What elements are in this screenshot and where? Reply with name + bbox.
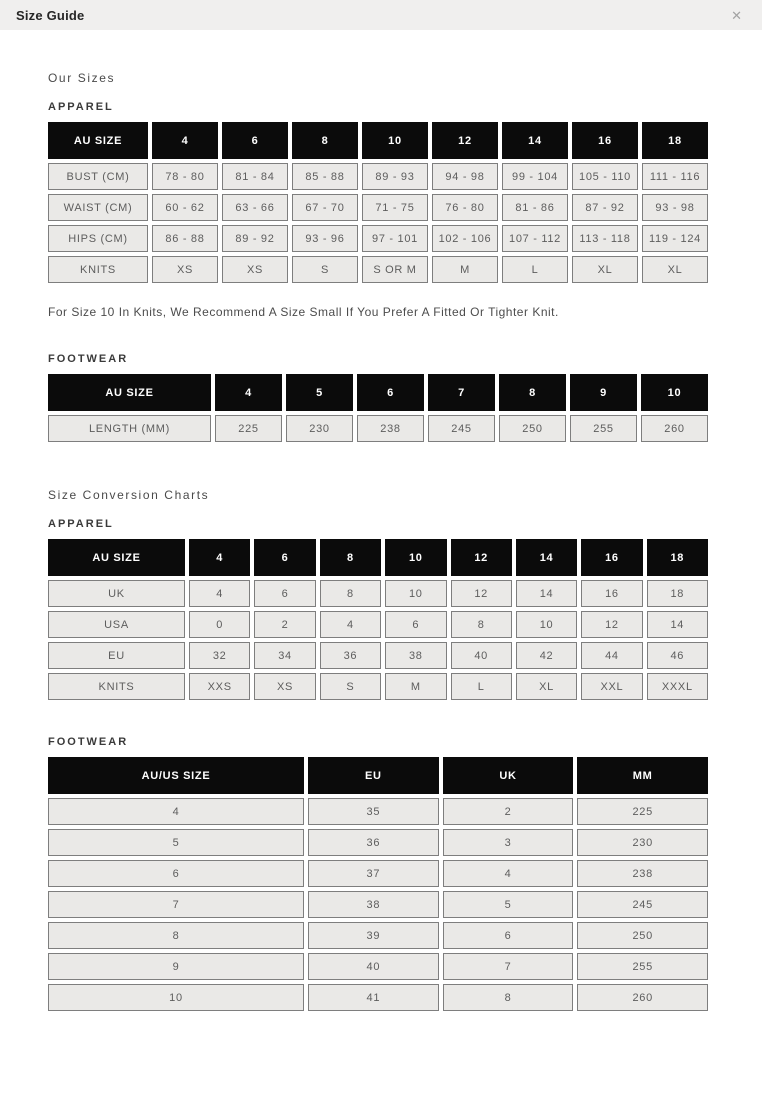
row-label-cell: 10 [48,984,304,1011]
value-cell: 34 [254,642,315,669]
table-header-cell: 6 [222,122,288,159]
value-cell: 85 - 88 [292,163,358,190]
value-cell: XS [152,256,218,283]
value-cell: S [292,256,358,283]
value-cell: 102 - 106 [432,225,498,252]
row-label-cell: UK [48,580,185,607]
value-cell: 245 [428,415,495,442]
table-header-cell: AU/US SIZE [48,757,304,794]
value-cell: 63 - 66 [222,194,288,221]
value-cell: 260 [641,415,708,442]
value-cell: 0 [189,611,250,638]
value-cell: M [385,673,446,700]
conversion-apparel-table [48,539,708,700]
table-header-cell: 8 [320,539,381,576]
our-sizes-footwear-table [48,374,708,442]
conversion-footwear-table [48,757,708,1011]
table-header-cell: 7 [428,374,495,411]
table-header-cell: 16 [572,122,638,159]
table-header-cell: 6 [254,539,315,576]
value-cell: 119 - 124 [642,225,708,252]
table-header-cell: AU SIZE [48,374,211,411]
value-cell: S OR M [362,256,428,283]
value-cell: 2 [254,611,315,638]
value-cell: 107 - 112 [502,225,568,252]
table-header-cell: 5 [286,374,353,411]
value-cell: 18 [647,580,708,607]
value-cell: 38 [308,891,439,918]
value-cell: 39 [308,922,439,949]
table-header-cell: 10 [362,122,428,159]
value-cell: XS [254,673,315,700]
table-header-cell: 14 [502,122,568,159]
value-cell: 225 [215,415,282,442]
value-cell: 97 - 101 [362,225,428,252]
value-cell: 93 - 98 [642,194,708,221]
value-cell: 4 [189,580,250,607]
table-header-cell: MM [577,757,708,794]
value-cell: 16 [581,580,642,607]
close-icon[interactable]: ✕ [727,7,746,24]
value-cell: 6 [254,580,315,607]
value-cell: 35 [308,798,439,825]
value-cell: 3 [443,829,574,856]
value-cell: 260 [577,984,708,1011]
table-header-cell: 8 [499,374,566,411]
row-label-cell: 6 [48,860,304,887]
value-cell: 250 [499,415,566,442]
our-sizes-apparel-table [48,122,708,283]
value-cell: 60 - 62 [152,194,218,221]
value-cell: XXL [581,673,642,700]
value-cell: 14 [516,580,577,607]
table-header-cell: 10 [385,539,446,576]
value-cell: 8 [320,580,381,607]
value-cell: 40 [451,642,512,669]
table-header-cell: EU [308,757,439,794]
value-cell: 87 - 92 [572,194,638,221]
value-cell: 32 [189,642,250,669]
row-label-cell: LENGTH (MM) [48,415,211,442]
value-cell: XL [516,673,577,700]
value-cell: 41 [308,984,439,1011]
value-cell: 37 [308,860,439,887]
table-header-cell: 4 [215,374,282,411]
value-cell: 71 - 75 [362,194,428,221]
row-label-cell: 5 [48,829,304,856]
value-cell: 36 [308,829,439,856]
value-cell: 10 [385,580,446,607]
value-cell: 12 [451,580,512,607]
table-header-cell: 16 [581,539,642,576]
row-label-cell: USA [48,611,185,638]
table-header-cell: AU SIZE [48,539,185,576]
value-cell: 86 - 88 [152,225,218,252]
value-cell: 81 - 86 [502,194,568,221]
table-header-cell: 18 [642,122,708,159]
table-header-cell: 18 [647,539,708,576]
our-apparel-label: APPAREL [48,101,114,113]
row-label-cell: KNITS [48,256,148,283]
value-cell: 93 - 96 [292,225,358,252]
table-header-cell: UK [443,757,574,794]
value-cell: 78 - 80 [152,163,218,190]
row-label-cell: 9 [48,953,304,980]
value-cell: XS [222,256,288,283]
row-label-cell: KNITS [48,673,185,700]
row-label-cell: 7 [48,891,304,918]
value-cell: L [502,256,568,283]
row-label-cell: 8 [48,922,304,949]
modal-title: Size Guide [16,7,85,23]
table-header-cell: 6 [357,374,424,411]
value-cell: 238 [357,415,424,442]
value-cell: S [320,673,381,700]
value-cell: 14 [647,611,708,638]
value-cell: 40 [308,953,439,980]
value-cell: 230 [577,829,708,856]
value-cell: 99 - 104 [502,163,568,190]
row-label-cell: EU [48,642,185,669]
value-cell: XXS [189,673,250,700]
value-cell: 105 - 110 [572,163,638,190]
value-cell: 89 - 93 [362,163,428,190]
our-footwear-label: FOOTWEAR [48,353,129,365]
table-header-cell: 12 [451,539,512,576]
value-cell: 89 - 92 [222,225,288,252]
value-cell: 76 - 80 [432,194,498,221]
value-cell: 113 - 118 [572,225,638,252]
modal-header [0,0,762,30]
value-cell: 46 [647,642,708,669]
value-cell: 4 [320,611,381,638]
size-guide-content [0,71,762,1011]
value-cell: 10 [516,611,577,638]
row-label-cell: WAIST (CM) [48,194,148,221]
table-header-cell: 14 [516,539,577,576]
value-cell: 2 [443,798,574,825]
table-header-cell: 8 [292,122,358,159]
value-cell: 94 - 98 [432,163,498,190]
value-cell: 111 - 116 [642,163,708,190]
value-cell: 38 [385,642,446,669]
value-cell: 250 [577,922,708,949]
knits-note: For Size 10 In Knits, We Recommend A Size Small If You Prefer A Fitted Or Tighter Knit. [48,305,559,319]
row-label-cell: 4 [48,798,304,825]
conversion-apparel-label: APPAREL [48,518,114,530]
value-cell: 245 [577,891,708,918]
value-cell: 255 [570,415,637,442]
conversion-heading: Size Conversion Charts [48,488,210,502]
value-cell: XL [572,256,638,283]
value-cell: 4 [443,860,574,887]
conversion-footwear-label: FOOTWEAR [48,736,129,748]
value-cell: 6 [443,922,574,949]
value-cell: 8 [443,984,574,1011]
value-cell: 36 [320,642,381,669]
value-cell: 12 [581,611,642,638]
value-cell: 6 [385,611,446,638]
value-cell: L [451,673,512,700]
table-header-cell: 4 [152,122,218,159]
value-cell: 81 - 84 [222,163,288,190]
value-cell: 5 [443,891,574,918]
table-header-cell: 10 [641,374,708,411]
value-cell: XXXL [647,673,708,700]
row-label-cell: BUST (CM) [48,163,148,190]
value-cell: 67 - 70 [292,194,358,221]
value-cell: M [432,256,498,283]
value-cell: 255 [577,953,708,980]
value-cell: 230 [286,415,353,442]
value-cell: 225 [577,798,708,825]
table-header-cell: 12 [432,122,498,159]
table-header-cell: 4 [189,539,250,576]
value-cell: XL [642,256,708,283]
value-cell: 8 [451,611,512,638]
value-cell: 7 [443,953,574,980]
table-header-cell: 9 [570,374,637,411]
row-label-cell: HIPS (CM) [48,225,148,252]
value-cell: 42 [516,642,577,669]
our-sizes-heading: Our Sizes [48,71,116,85]
table-header-cell: AU SIZE [48,122,148,159]
value-cell: 238 [577,860,708,887]
value-cell: 44 [581,642,642,669]
